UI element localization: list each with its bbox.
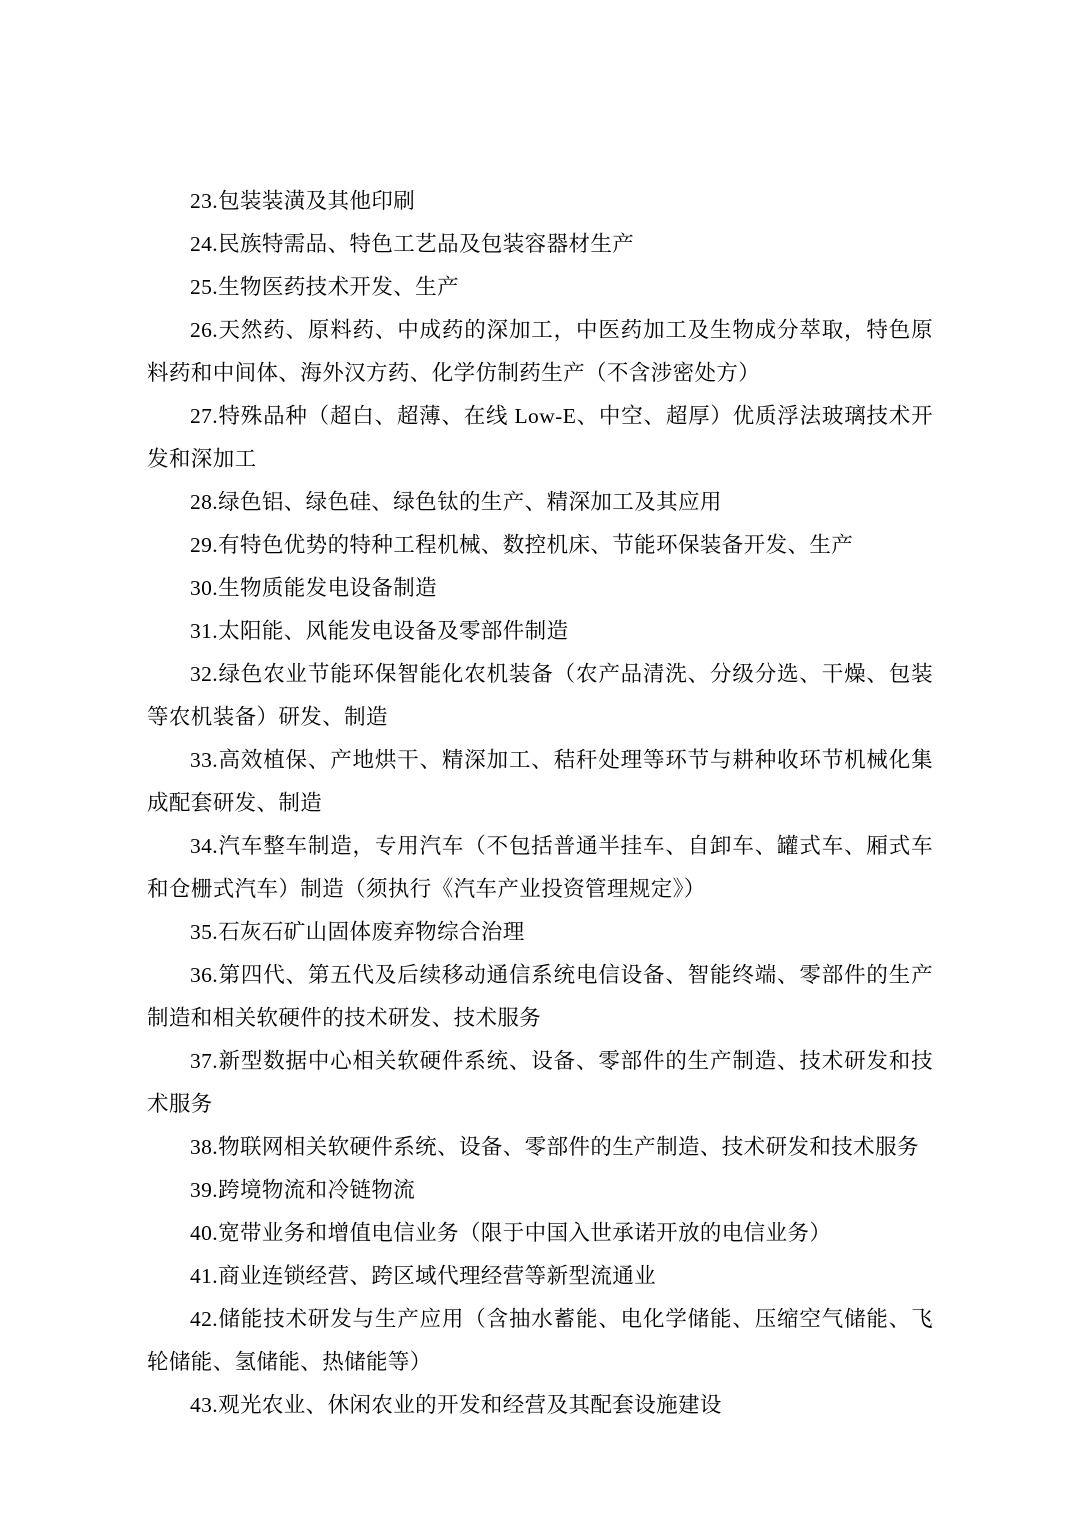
list-item: 43.观光农业、休闲农业的开发和经营及其配套设施建设: [190, 1393, 722, 1417]
list-item: 32.绿色农业节能环保智能化农机装备（农产品清洗、分级分选、干燥、包装等农机装备）研发、制造: [147, 662, 933, 729]
list-item: 31.太阳能、风能发电设备及零部件制造: [190, 619, 569, 643]
list-item: 30.生物质能发电设备制造: [190, 576, 438, 600]
list-item: 27.特殊品种（超白、超薄、在线 Low-E、中空、超厚）优质浮法玻璃技术开发和深加工: [147, 404, 933, 471]
list-item: 36.第四代、第五代及后续移动通信系统电信设备、智能终端、零部件的生产制造和相关软硬件的技术研发、技术服务: [147, 963, 933, 1030]
list-item: 29.有特色优势的特种工程机械、数控机床、节能环保装备开发、生产: [190, 533, 854, 557]
list-item: 38.物联网相关软硬件系统、设备、零部件的生产制造、技术研发和技术服务: [190, 1135, 919, 1159]
list-item: 25.生物医药技术开发、生产: [190, 275, 459, 299]
list-item: 34.汽车整车制造，专用汽车（不包括普通半挂车、自卸车、罐式车、厢式车和仓栅式汽车）制造（须执行《汽车产业投资管理规定》）: [147, 834, 933, 901]
list-item: 37.新型数据中心相关软硬件系统、设备、零部件的生产制造、技术研发和技术服务: [147, 1049, 933, 1116]
list-item: 40.宽带业务和增值电信业务（限于中国入世承诺开放的电信业务）: [190, 1221, 832, 1245]
list-item: 28.绿色铝、绿色硅、绿色钛的生产、精深加工及其应用: [190, 490, 722, 514]
list-item: 24.民族特需品、特色工艺品及包装容器材生产: [190, 232, 635, 256]
list-item: 33.高效植保、产地烘干、精深加工、秸秆处理等环节与耕种收环节机械化集成配套研发、制造: [147, 748, 933, 815]
list-item: 23.包装装潢及其他印刷: [190, 189, 416, 213]
numbered-list: [147, 180, 933, 1427]
list-item: 39.跨境物流和冷链物流: [190, 1178, 416, 1202]
list-item: 42.储能技术研发与生产应用（含抽水蓄能、电化学储能、压缩空气储能、飞轮储能、氢储能、热储能等）: [147, 1307, 933, 1374]
list-item: 26.天然药、原料药、中成药的深加工，中医药加工及生物成分萃取，特色原料药和中间体、海外汉方药、化学仿制药生产（不含涉密处方）: [147, 318, 933, 385]
list-item: 35.石灰石矿山固体废弃物综合治理: [190, 920, 525, 944]
list-item: 41.商业连锁经营、跨区域代理经营等新型流通业: [190, 1264, 657, 1288]
